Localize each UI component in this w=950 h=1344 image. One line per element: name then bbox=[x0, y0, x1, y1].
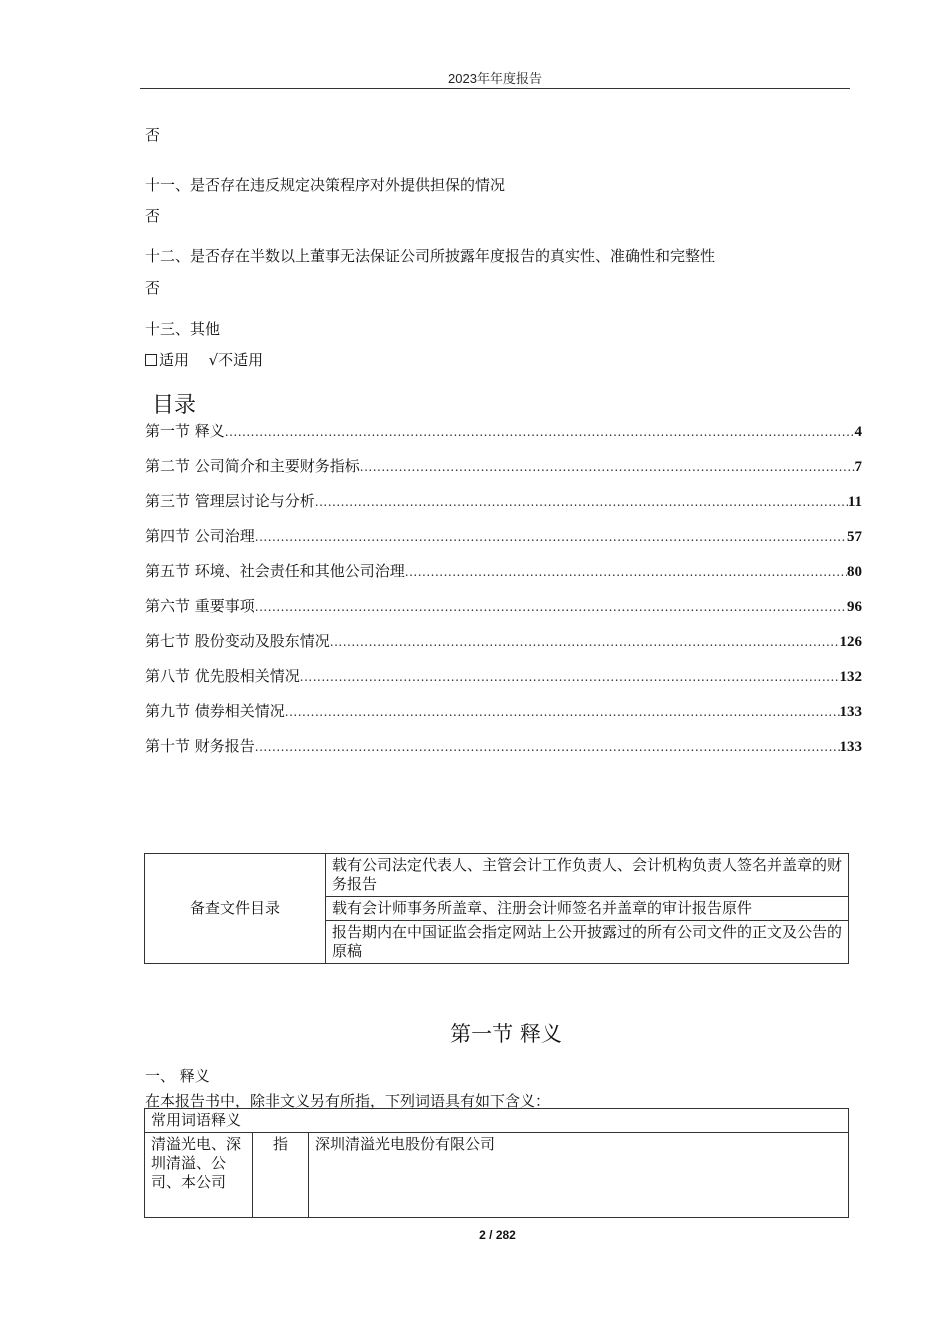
option-applicable: 适用 bbox=[159, 351, 190, 369]
section-title: 第一节 释义 bbox=[450, 1022, 562, 1046]
toc-leader bbox=[315, 495, 848, 509]
reference-doc-item: 载有会计师事务所盖章、注册会计师签名并盖章的审计报告原件 bbox=[326, 897, 849, 921]
definition-text: 深圳清溢光电股份有限公司 bbox=[309, 1133, 849, 1218]
toc-item[interactable] bbox=[145, 595, 862, 616]
toc-item[interactable] bbox=[145, 490, 862, 511]
toc-item[interactable] bbox=[145, 700, 862, 721]
definition-rel: 指 bbox=[253, 1133, 309, 1218]
toc-item[interactable] bbox=[145, 735, 862, 756]
toc-item-page: 4 bbox=[854, 424, 862, 440]
question-heading-12: 十二、是否存在半数以上董事无法保证公司所披露年度报告的真实性、准确性和完整性 bbox=[145, 247, 716, 265]
reference-doc-item: 载有公司法定代表人、主管会计工作负责人、会计机构负责人签名并盖章的财务报告 bbox=[326, 854, 849, 897]
toc-leader bbox=[360, 460, 855, 474]
reference-doc-item: 报告期内在中国证监会指定网站上公开披露过的所有公司文件的正文及公告的原稿 bbox=[326, 921, 849, 964]
toc-leader bbox=[255, 530, 847, 544]
toc-item[interactable] bbox=[145, 455, 862, 476]
applicability-options bbox=[145, 349, 263, 370]
reference-documents-table bbox=[144, 853, 849, 964]
toc-item-page: 126 bbox=[839, 634, 862, 650]
toc-item-page: 7 bbox=[854, 459, 862, 475]
toc-item[interactable] bbox=[145, 665, 862, 686]
toc-leader bbox=[285, 705, 840, 719]
toc-leader bbox=[255, 600, 847, 614]
question-heading-13: 十三、其他 bbox=[145, 320, 221, 338]
page-header: 2023年年度报告 bbox=[448, 71, 542, 86]
toc-item-page: 132 bbox=[839, 669, 862, 685]
toc-item[interactable] bbox=[145, 630, 862, 651]
toc-item[interactable] bbox=[145, 420, 862, 441]
toc-item-label: 第十节 财务报告 bbox=[145, 737, 255, 755]
definition-term: 清溢光电、深圳清溢、公司、本公司 bbox=[145, 1133, 253, 1218]
toc-item-page: 11 bbox=[847, 494, 862, 510]
section-intro: 在本报告书中，除非文义另有所指，下列词语具有如下含义： bbox=[145, 1092, 551, 1110]
toc-leader bbox=[255, 740, 840, 754]
toc-leader bbox=[300, 670, 840, 684]
table-row bbox=[145, 1109, 849, 1133]
checkbox-icon bbox=[145, 354, 157, 366]
table-row bbox=[145, 1133, 849, 1218]
toc-item[interactable] bbox=[145, 560, 862, 581]
section-subheading: 一、 释义 bbox=[145, 1067, 210, 1085]
toc-leader bbox=[330, 635, 840, 649]
answer-text: 否 bbox=[145, 207, 161, 225]
page-number: 2 / 282 bbox=[479, 1228, 516, 1242]
toc-item-page: 80 bbox=[847, 564, 862, 580]
option-not-applicable: √不适用 bbox=[208, 351, 264, 369]
toc-item-page: 57 bbox=[847, 529, 862, 545]
table-row bbox=[145, 854, 849, 897]
toc-item-label: 第五节 环境、社会责任和其他公司治理 bbox=[145, 562, 405, 580]
toc-leader bbox=[225, 425, 855, 439]
definitions-table-header: 常用词语释义 bbox=[145, 1109, 849, 1133]
toc-item-page: 96 bbox=[847, 599, 862, 615]
question-heading-11: 十一、是否存在违反规定决策程序对外提供担保的情况 bbox=[145, 176, 506, 194]
toc-item-label: 第四节 公司治理 bbox=[145, 527, 255, 545]
answer-text: 否 bbox=[145, 279, 161, 297]
header-divider bbox=[140, 88, 850, 89]
toc-item-label: 第一节 释义 bbox=[145, 422, 225, 440]
toc-item-page: 133 bbox=[839, 739, 862, 755]
answer-text: 否 bbox=[145, 126, 161, 144]
toc-leader bbox=[405, 565, 847, 579]
toc-item-label: 第六节 重要事项 bbox=[145, 597, 255, 615]
toc-title: 目录 bbox=[152, 393, 197, 418]
toc-item-label: 第八节 优先股相关情况 bbox=[145, 667, 300, 685]
toc-item-page: 133 bbox=[839, 704, 862, 720]
toc-item[interactable] bbox=[145, 525, 862, 546]
toc-item-label: 第九节 债券相关情况 bbox=[145, 702, 285, 720]
toc-item-label: 第三节 管理层讨论与分析 bbox=[145, 492, 315, 510]
reference-docs-label: 备查文件目录 bbox=[145, 854, 326, 964]
toc-item-label: 第二节 公司简介和主要财务指标 bbox=[145, 457, 360, 475]
definitions-table bbox=[144, 1108, 849, 1218]
toc-item-label: 第七节 股份变动及股东情况 bbox=[145, 632, 330, 650]
